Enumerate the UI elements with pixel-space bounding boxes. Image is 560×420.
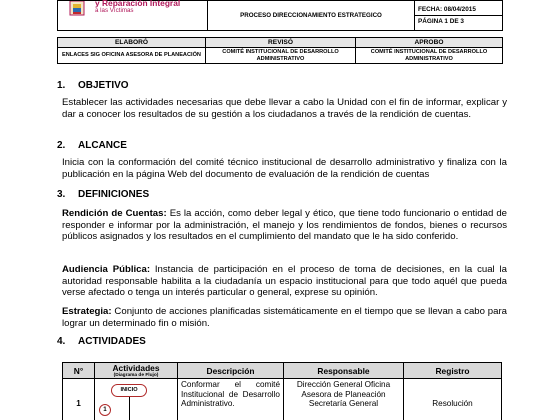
section-title: ACTIVIDADES xyxy=(78,336,146,347)
definition-rendicion xyxy=(62,208,507,243)
col-header-description: Descripción xyxy=(178,363,284,379)
elaboro-value: ENLACES SIG OFICINA ASESORA DE PLANEACIÓN xyxy=(58,48,206,64)
row-record: Resolución xyxy=(404,379,502,420)
section-objetivo-heading xyxy=(57,80,129,91)
definition-text: Instancia de participación en el proceso de toma de decisiones, en la cual la autoridad responsable habilita a la ciudadanía un espacio institucional para que todo aquél que pueda verse afectado o tenga un interés particular o general, exprese su opinión. xyxy=(62,264,507,299)
section-number: 3. xyxy=(57,189,66,200)
definition-estrategia xyxy=(62,306,507,329)
logo-line-1: y Reparación Integral xyxy=(95,0,181,8)
document-date: FECHA: 08/04/2015 xyxy=(418,6,476,13)
signature-table xyxy=(57,37,503,64)
section-title: OBJETIVO xyxy=(78,80,129,91)
objetivo-text: Establecer las actividades necesarias que debe llevar a cabo la Unidad con el fin de informar, explicar y dar a conocer los resultados de su gestión a los ciudadanos a través de la rendición de cuentas. xyxy=(62,97,507,120)
aprobo-label: APROBO xyxy=(356,38,503,48)
process-name: PROCESO DIRECCIONAMIENTO ESTRATEGICO xyxy=(208,1,415,31)
section-definiciones-heading xyxy=(57,189,149,200)
reviso-value: COMITÉ INSTITUCIONAL DE DESARROLLO ADMINISTRATIVO xyxy=(206,48,356,64)
elaboro-label: ELABORÓ xyxy=(58,38,206,48)
logo-line-2: a las Víctimas xyxy=(95,7,134,14)
section-alcance-heading xyxy=(57,140,127,151)
col-header-activities xyxy=(95,363,178,379)
table-row xyxy=(63,379,502,420)
section-number: 4. xyxy=(57,336,66,347)
definition-text: Es la acción, como deber legal y ético, que tiene todo funcionario o entidad de responder e informar por la administración, el manejo y los rendimientos de fondos, bienes o recursos públicos asignados y los resultados en el cumplimiento del mandato que le ha sido conferido. xyxy=(62,208,507,243)
col-header-number: N° xyxy=(63,363,95,379)
definition-term: Audiencia Pública: xyxy=(62,264,151,275)
definition-term: Estrategia: xyxy=(62,306,112,317)
alcance-text: Inicia con la conformación del comité técnico institucional de desarrollo administrativo y finaliza con la publicación en la página Web del documento de evaluación de la rendición de cuentas xyxy=(62,157,507,180)
row-number: 1 xyxy=(63,379,95,420)
col-header-responsible: Responsable xyxy=(284,363,404,379)
flow-diagram-cell xyxy=(95,379,178,420)
definition-audiencia xyxy=(62,264,507,299)
logo-cell xyxy=(58,1,208,31)
col-header-activities-sub: (Diagrama de Flujo) xyxy=(113,373,159,378)
section-title: ALCANCE xyxy=(78,140,127,151)
row-responsible: Dirección General Oficina Asesora de Planeación Secretaría General xyxy=(284,379,404,420)
reviso-label: REVISÓ xyxy=(206,38,356,48)
document-header xyxy=(57,0,503,31)
page-number: PÁGINA 1 DE 3 xyxy=(414,15,503,26)
definition-text: Conjunto de acciones planificadas sistemáticamente en el tiempo que se llevan a cabo para lograr un determinado fin o misión. xyxy=(62,306,507,329)
section-title: DEFINICIONES xyxy=(78,189,150,200)
definition-term: Rendición de Cuentas: xyxy=(62,208,167,219)
flow-step-marker: 1 xyxy=(99,404,111,416)
coat-of-arms-logo xyxy=(64,1,90,17)
activities-table xyxy=(62,362,502,420)
section-number: 1. xyxy=(57,80,66,91)
section-actividades-heading xyxy=(57,336,146,347)
row-description: Conformar el comité Institucional de Desarrollo Administrativo. xyxy=(178,379,284,420)
flow-connector xyxy=(129,397,130,420)
aprobo-value: COMITÉ INSTITUCIONAL DE DESARROLLO ADMINISTRATIVO xyxy=(356,48,503,64)
meta-cell xyxy=(415,1,503,31)
col-header-activities-label: Actividades xyxy=(112,363,160,373)
flow-start-terminator: INICIO xyxy=(111,384,147,397)
col-header-record: Registro xyxy=(404,363,502,379)
section-number: 2. xyxy=(57,140,66,151)
